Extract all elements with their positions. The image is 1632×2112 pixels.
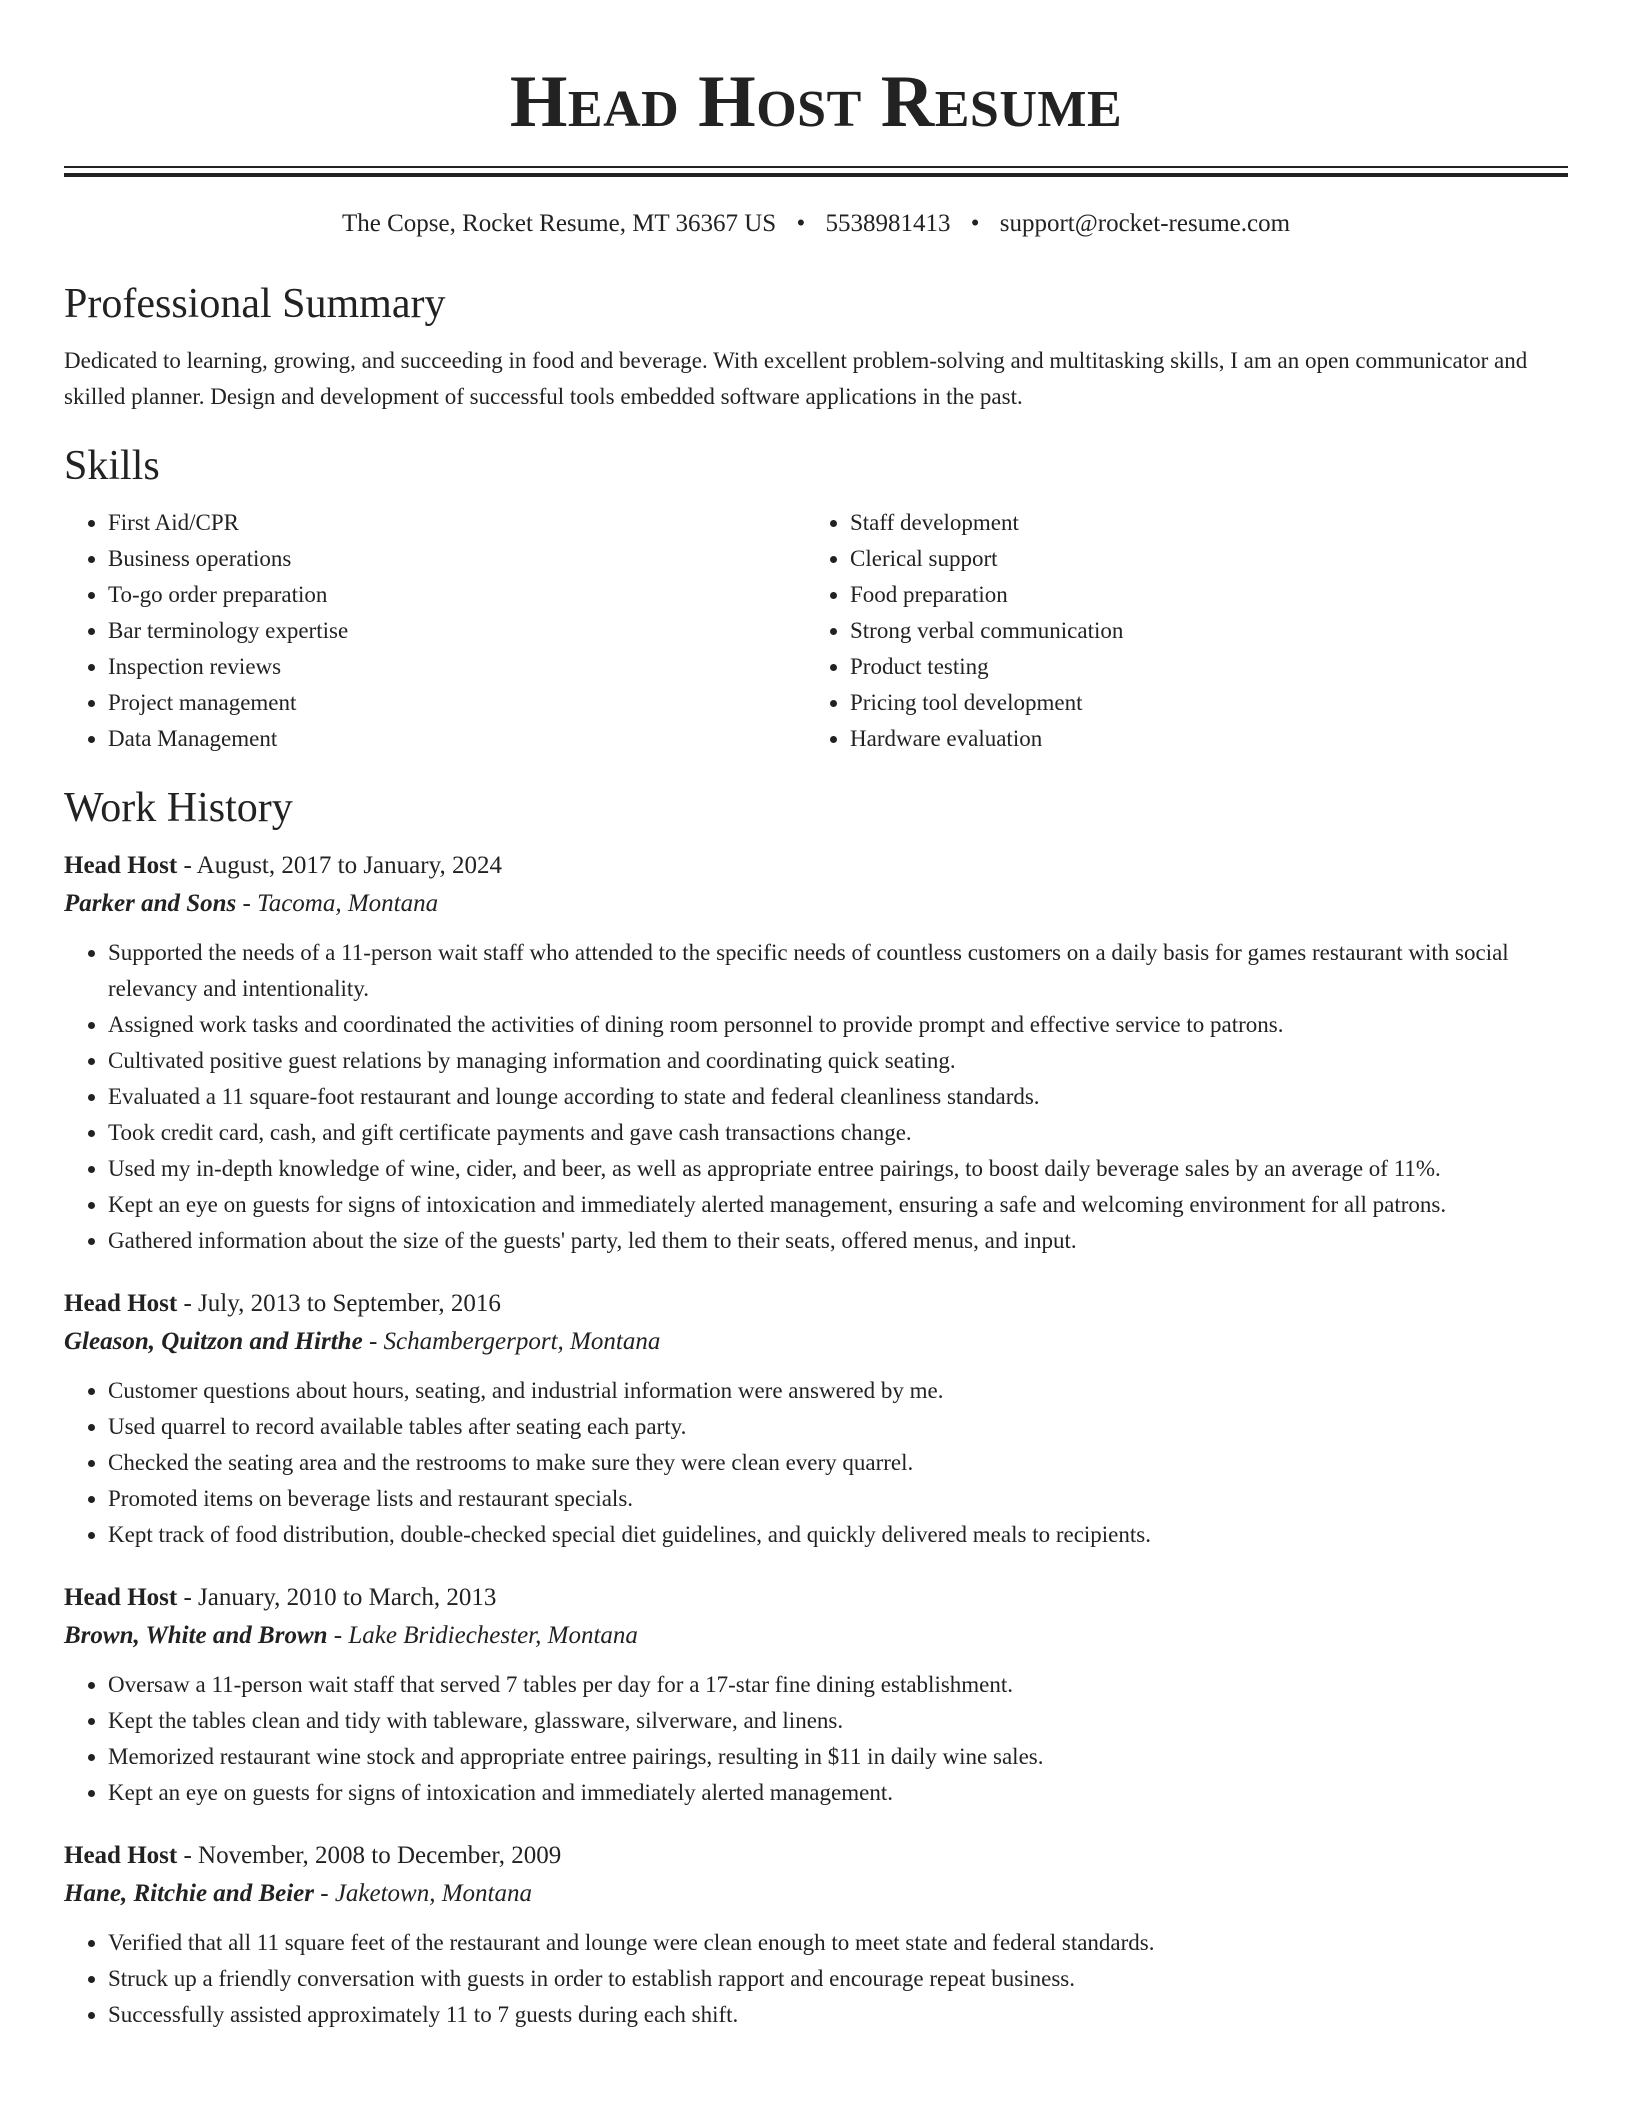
contact-line bbox=[64, 209, 1568, 239]
job-bullet: • Struck up a friendly conversation with guests in order to establish rapport and encourage repeat business. bbox=[108, 1961, 1568, 1997]
skill-item: • First Aid/CPR bbox=[108, 505, 806, 541]
job-bullet: • Supported the needs of a 11-person wait staff who attended to the specific needs of countless customers on a daily basis for games restaurant with social relevancy and intentionality. bbox=[108, 935, 1568, 1007]
job-entry bbox=[64, 1837, 1568, 2033]
job-bullet: • Kept an eye on guests for signs of intoxication and immediately alerted management. bbox=[108, 1775, 1568, 1811]
job-title: Head Host bbox=[64, 1842, 178, 1869]
skill-item: • Pricing tool development bbox=[850, 685, 1548, 721]
skills-columns bbox=[64, 505, 1568, 757]
contact-phone: 5538981413 bbox=[825, 210, 951, 237]
job-location: - Tacoma, Montana bbox=[236, 890, 439, 917]
job-bullet: • Took credit card, cash, and gift certificate payments and gave cash transactions change. bbox=[108, 1115, 1568, 1151]
skill-item: • Food preparation bbox=[850, 577, 1548, 613]
job-title: Head Host bbox=[64, 1584, 178, 1611]
job-bullet: • Evaluated a 11 square-foot restaurant and lounge according to state and federal cleanliness standards. bbox=[108, 1079, 1568, 1115]
page-title: Head Host Resume bbox=[509, 61, 1123, 143]
job-bullet: • Oversaw a 11-person wait staff that served 7 tables per day for a 17-star fine dining establishment. bbox=[108, 1667, 1568, 1703]
job-bullets bbox=[64, 1667, 1568, 1811]
job-bullets bbox=[64, 935, 1568, 1259]
skill-item: • Project management bbox=[108, 685, 806, 721]
job-dates: - January, 2010 to March, 2013 bbox=[177, 1584, 497, 1611]
job-bullet: • Assigned work tasks and coordinated the activities of dining room personnel to provide prompt and effective service to patrons. bbox=[108, 1007, 1568, 1043]
job-company-line bbox=[64, 1875, 1568, 1913]
skill-item: • Clerical support bbox=[850, 541, 1548, 577]
job-entry bbox=[64, 1579, 1568, 1811]
job-company-line bbox=[64, 885, 1568, 923]
job-entry bbox=[64, 1285, 1568, 1553]
job-title-line bbox=[64, 1285, 1568, 1323]
job-company: Gleason, Quitzon and Hirthe bbox=[64, 1328, 363, 1355]
skill-item: • Staff development bbox=[850, 505, 1548, 541]
summary-heading: Professional Summary bbox=[64, 281, 446, 327]
job-bullet: • Verified that all 11 square feet of the restaurant and lounge were clean enough to meet state and federal standards. bbox=[108, 1925, 1568, 1961]
skill-item: • To-go order preparation bbox=[108, 577, 806, 613]
summary-text: Dedicated to learning, growing, and succeeding in food and beverage. With excellent problem-solving and multitasking skills, I am an open communicator and skilled planner. Design and development of successful tools embedded software applications in the past. bbox=[64, 348, 1528, 409]
skill-item: • Bar terminology expertise bbox=[108, 613, 806, 649]
job-bullet: • Kept the tables clean and tidy with tableware, glassware, silverware, and linens. bbox=[108, 1703, 1568, 1739]
title-divider bbox=[64, 166, 1568, 177]
job-bullet: • Customer questions about hours, seating, and industrial information were answered by me. bbox=[108, 1373, 1568, 1409]
job-bullets bbox=[64, 1925, 1568, 2033]
skill-item: • Strong verbal communication bbox=[850, 613, 1548, 649]
job-title: Head Host bbox=[64, 852, 178, 879]
job-company: Hane, Ritchie and Beier bbox=[64, 1880, 314, 1907]
job-company: Brown, White and Brown bbox=[64, 1622, 328, 1649]
job-location: - Lake Bridiechester, Montana bbox=[327, 1622, 638, 1649]
contact-email: support@rocket-resume.com bbox=[999, 210, 1291, 237]
job-bullet: • Kept an eye on guests for signs of intoxication and immediately alerted management, ensuring a safe and welcoming environment for all patrons. bbox=[108, 1187, 1568, 1223]
job-location: - Jaketown, Montana bbox=[314, 1880, 533, 1907]
skill-item: • Product testing bbox=[850, 649, 1548, 685]
job-company-line bbox=[64, 1617, 1568, 1655]
job-bullet: • Checked the seating area and the restrooms to make sure they were clean every quarrel. bbox=[108, 1445, 1568, 1481]
job-bullet: • Promoted items on beverage lists and restaurant specials. bbox=[108, 1481, 1568, 1517]
job-title-line bbox=[64, 1579, 1568, 1617]
skill-item: • Business operations bbox=[108, 541, 806, 577]
resume-page bbox=[64, 0, 1568, 2033]
skills-list-left bbox=[64, 505, 806, 757]
job-title: Head Host bbox=[64, 1290, 178, 1317]
contact-address: The Copse, Rocket Resume, MT 36367 US bbox=[341, 210, 777, 237]
job-bullet: • Used my in-depth knowledge of wine, cider, and beer, as well as appropriate entree pairings, to boost daily beverage sales by an average of 11%. bbox=[108, 1151, 1568, 1187]
skill-item: • Inspection reviews bbox=[108, 649, 806, 685]
job-dates: - July, 2013 to September, 2016 bbox=[177, 1290, 501, 1317]
job-company: Parker and Sons bbox=[64, 890, 237, 917]
job-bullet: • Cultivated positive guest relations by managing information and coordinating quick seating. bbox=[108, 1043, 1568, 1079]
job-company-line bbox=[64, 1323, 1568, 1361]
work-history-heading: Work History bbox=[64, 785, 293, 831]
skills-heading: Skills bbox=[64, 443, 160, 489]
contact-separator: • bbox=[970, 210, 980, 237]
job-title-line bbox=[64, 847, 1568, 885]
job-bullet: • Successfully assisted approximately 11 to 7 guests during each shift. bbox=[108, 1997, 1568, 2033]
skills-list-right bbox=[806, 505, 1548, 757]
job-entry bbox=[64, 847, 1568, 1259]
contact-separator: • bbox=[796, 210, 806, 237]
job-bullets bbox=[64, 1373, 1568, 1553]
skill-item: • Data Management bbox=[108, 721, 806, 757]
job-bullet: • Memorized restaurant wine stock and appropriate entree pairings, resulting in $11 in daily wine sales. bbox=[108, 1739, 1568, 1775]
job-bullet: • Gathered information about the size of the guests' party, led them to their seats, offered menus, and input. bbox=[108, 1223, 1568, 1259]
job-dates: - August, 2017 to January, 2024 bbox=[177, 852, 502, 879]
job-bullet: • Kept track of food distribution, double-checked special diet guidelines, and quickly delivered meals to recipients. bbox=[108, 1517, 1568, 1553]
job-dates: - November, 2008 to December, 2009 bbox=[177, 1842, 562, 1869]
skill-item: • Hardware evaluation bbox=[850, 721, 1548, 757]
job-title-line bbox=[64, 1837, 1568, 1875]
job-location: - Schambergerport, Montana bbox=[362, 1328, 661, 1355]
job-bullet: • Used quarrel to record available tables after seating each party. bbox=[108, 1409, 1568, 1445]
